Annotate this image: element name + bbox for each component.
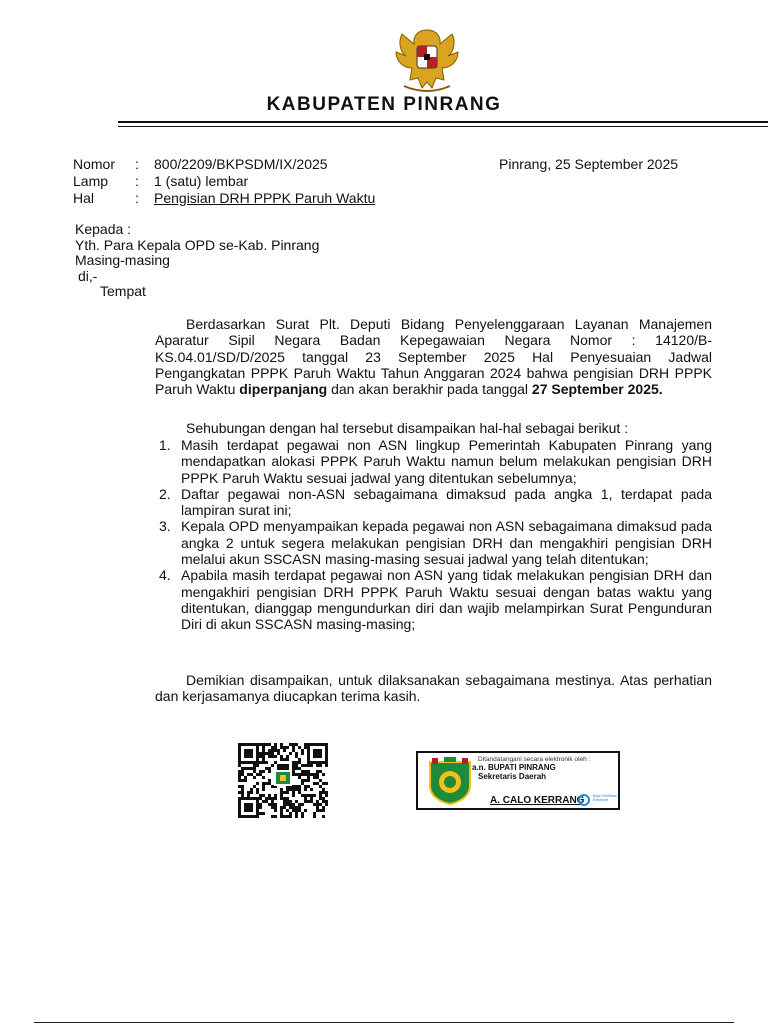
- list-item: 4. Apabila masih terdapat pegawai non ASN yang tidak melakukan pengisian DRH dan mengakhiri pengisian DRH PPPK Paruh Waktu sesuai dengan batas waktu yang ditentukan, dianggap mengundurkan diri dan wajib melampirkan Surat Pengunduran Diri di akun SSCASN masing-masing;: [159, 567, 712, 633]
- header-rule-thin: [118, 126, 768, 127]
- lamp-value: 1 (satu) lembar: [154, 173, 249, 189]
- recipient-tempat: Tempat: [100, 283, 146, 299]
- bsre-badge-icon: [578, 794, 590, 806]
- instruction-list: [159, 437, 712, 633]
- signer-title: a.n. BUPATI PINRANG: [472, 763, 556, 772]
- nomor-colon: :: [135, 156, 139, 172]
- regency-title: KABUPATEN PINRANG: [266, 94, 502, 115]
- nomor-value: 800/2209/BKPSDM/IX/2025: [154, 156, 328, 172]
- body-paragraph-1: Berdasarkan Surat Plt. Deputi Bidang Penyelenggaraan Layanan Manajemen Aparatur Sipil Negara Badan Kepegawaian Negara Nomor : 14120/B-KS.04.01/SD/D/2025 tanggal 23 September 2025 Hal Penyesuaian Jadwal Pengangkatan PPPK Paruh Waktu Tahun Anggaran 2024 bahwa pengisian DRH PPPK Paruh Waktu diperpanjang dan akan berakhir pada tanggal 27 September 2025.: [155, 316, 712, 398]
- lamp-colon: :: [135, 173, 139, 189]
- body-paragraph-2: Sehubungan dengan hal tersebut disampaikan hal-hal sebagai berikut :: [186, 420, 629, 436]
- qr-code-icon[interactable]: [238, 742, 328, 818]
- recipient-name: Yth. Para Kepala OPD se-Kab. Pinrang: [75, 236, 320, 253]
- recipient-masing: Masing-masing: [75, 252, 170, 268]
- lamp-label: Lamp: [73, 173, 109, 189]
- list-item: 3. Kepala OPD menyampaikan kepada pegawai non ASN sebagaimana dimaksud pada angka 2 untuk segera melakukan pengisian DRH dan mengakhiri pengisian DRH melalui akun SSCASN masing-masing sesuai jadwal yang telah ditentukan;: [159, 518, 712, 568]
- electronic-signature-box: [416, 751, 620, 810]
- closing-paragraph: Demikian disampaikan, untuk dilaksanakan sebagaimana mestinya. Atas perhatian dan kerjasamanya diucapkan terima kasih.: [155, 672, 712, 705]
- header-rule-thick: [118, 121, 768, 123]
- recipient-di: di,-: [78, 267, 98, 284]
- list-item: 2. Daftar pegawai non-ASN sebagaimana dimaksud pada angka 1, terdapat pada lampiran surat ini;: [159, 485, 712, 519]
- hal-label: Hal: [73, 190, 95, 206]
- list-item: 1. Masih terdapat pegawai non ASN lingkup Pemerintah Kabupaten Pinrang yang mendapatkan alokasi PPPK Paruh Waktu namun belum melakukan pengisian DRH PPPK Paruh Waktu sesuai jadwal yang ditentukan sebelumnya;: [159, 437, 712, 486]
- recipient-kepada: Kepada :: [75, 221, 132, 237]
- signer-name: A. CALO KERRANG: [490, 795, 585, 806]
- signer-position: Sekretaris Daerah: [478, 772, 547, 781]
- signed-note: Ditandatangani secara elektronik oleh :: [478, 756, 591, 763]
- letter-date: Pinrang, 25 September 2025: [499, 156, 679, 172]
- recipient-block: [75, 222, 319, 300]
- garuda-emblem-icon: [388, 24, 466, 96]
- nomor-label: Nomor: [73, 156, 116, 172]
- page-bottom-rule: [34, 1022, 734, 1023]
- pinrang-seal-icon: [424, 756, 476, 805]
- hal-value: Pengisian DRH PPPK Paruh Waktu: [154, 190, 376, 206]
- bsre-badge-text: Balai Sertifikasi Elektronik: [593, 794, 617, 802]
- hal-colon: :: [135, 190, 139, 206]
